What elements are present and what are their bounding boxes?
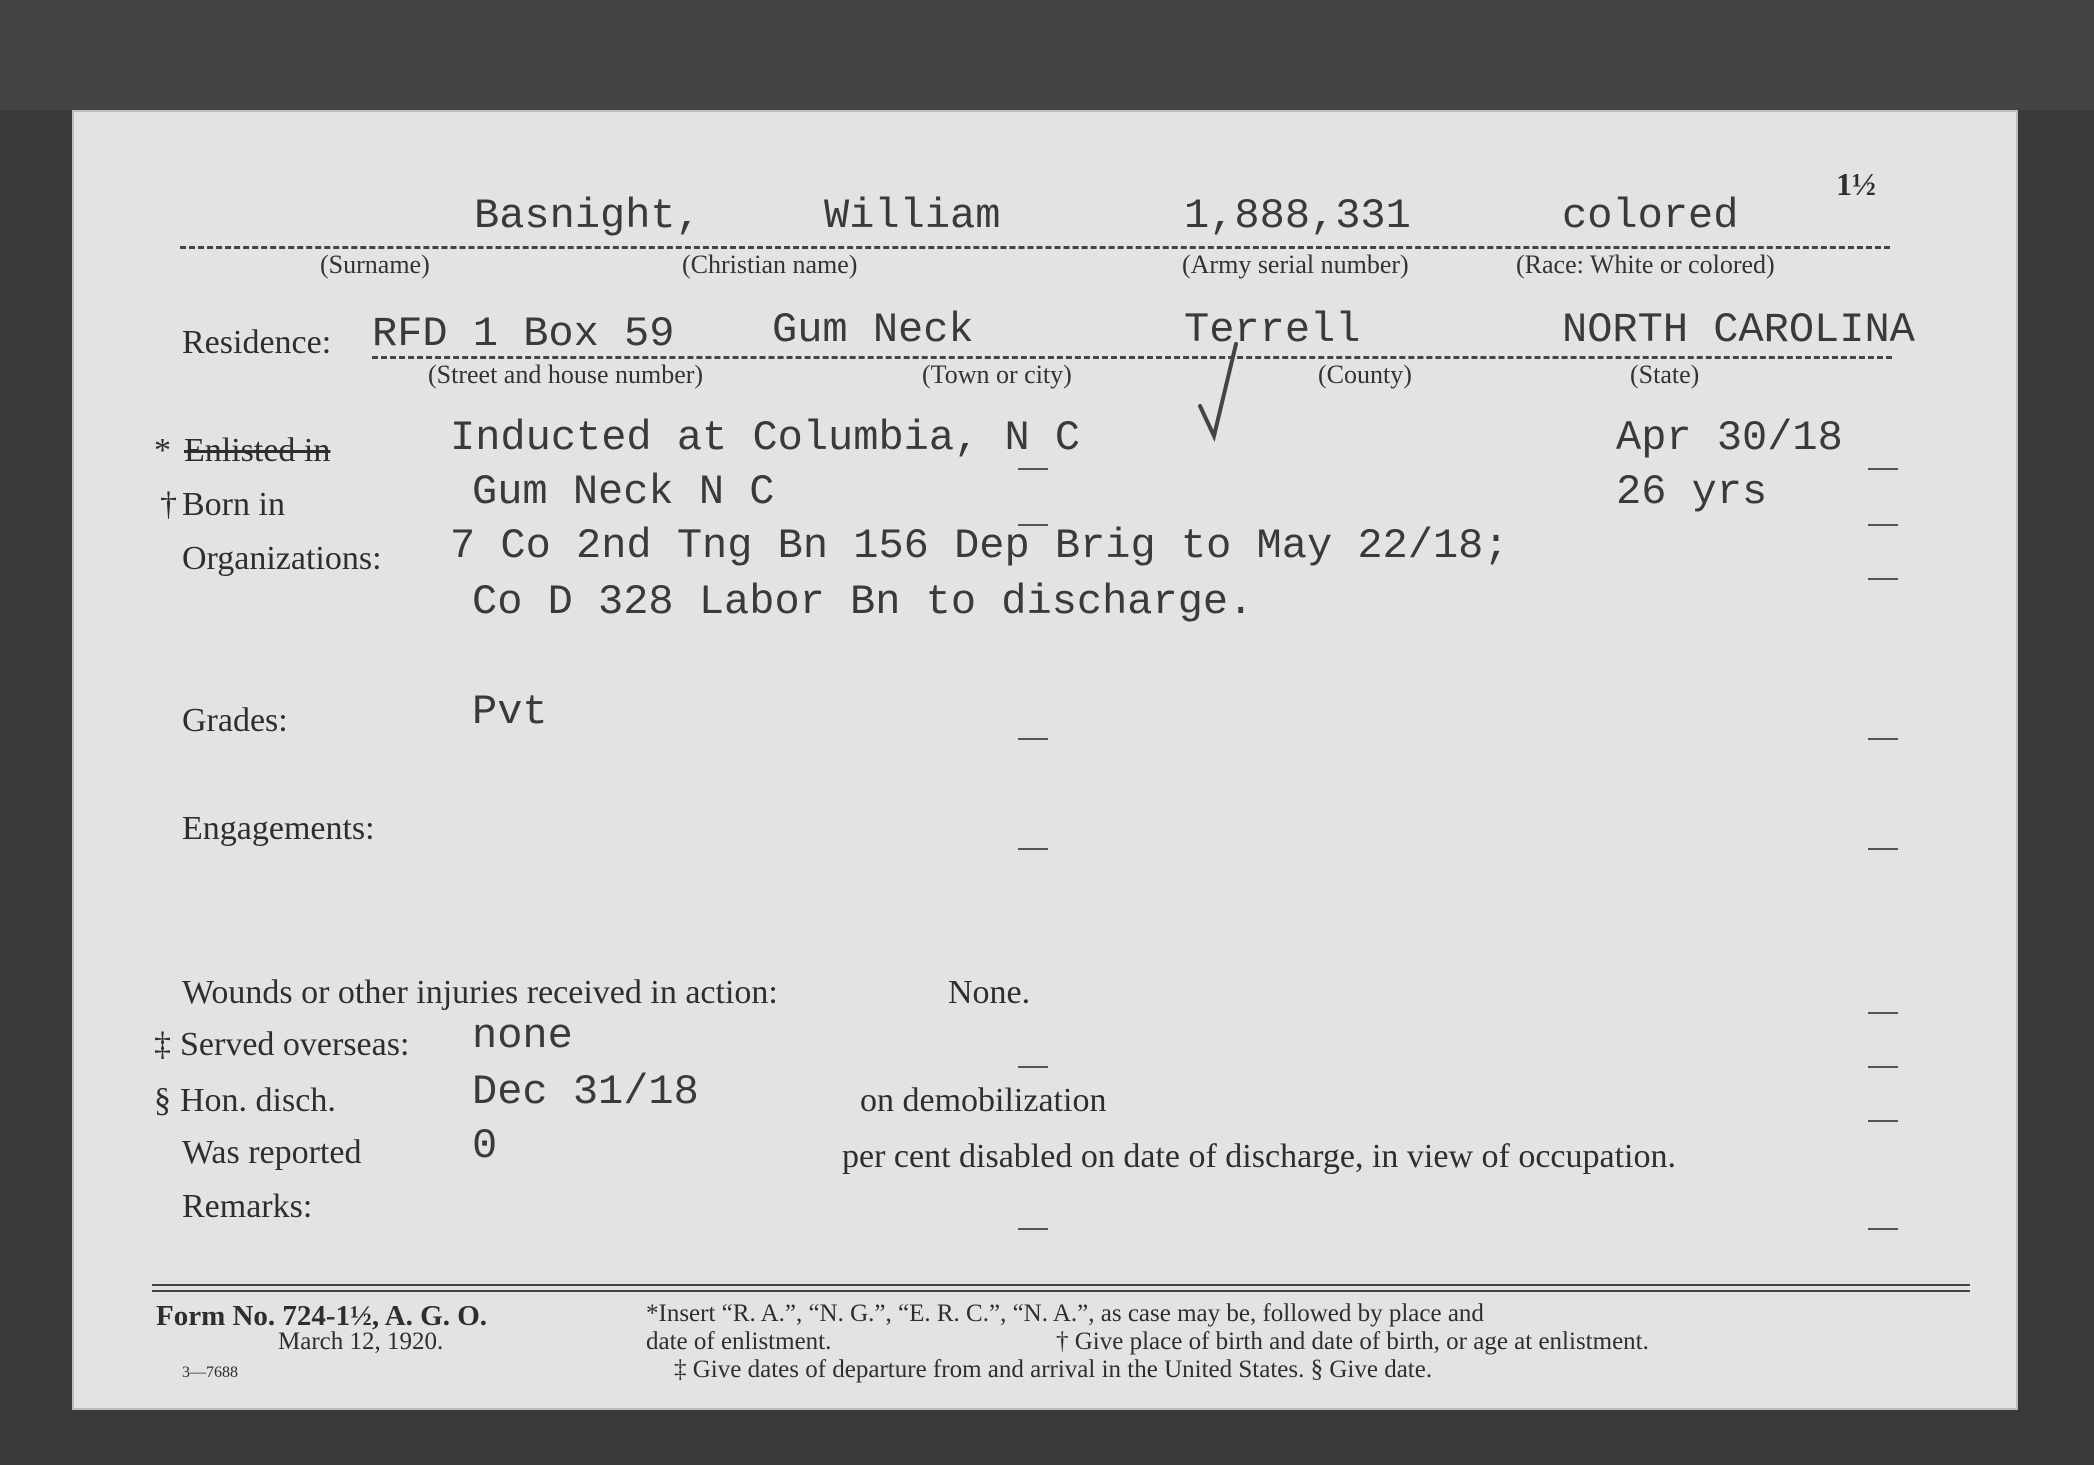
- residence-state: NORTH CAROLINA: [1562, 306, 1915, 354]
- discharge-reason: on demobilization: [860, 1082, 1107, 1119]
- surname-value: Basnight,: [474, 192, 701, 240]
- margin-tick: [1868, 524, 1898, 526]
- overseas-marker: ‡: [154, 1026, 171, 1063]
- margin-tick: [1868, 1012, 1898, 1014]
- card-number: 1½: [1836, 166, 1876, 202]
- residence-line: [372, 356, 1892, 359]
- reported-suffix: per cent disabled on date of discharge, in view of occupation.: [842, 1138, 1676, 1175]
- town-caption: (Town or city): [922, 360, 1072, 389]
- margin-tick: [1868, 468, 1898, 470]
- service-record-card: [72, 110, 2018, 1410]
- county-caption: (County): [1318, 360, 1412, 389]
- footer-note-2b: † Give place of birth and date of birth, or age at enlistment.: [1056, 1328, 1649, 1355]
- wounds-value: None.: [948, 974, 1031, 1011]
- name-row-line: [180, 246, 1890, 249]
- footer-note-2a: date of enlistment.: [646, 1328, 832, 1355]
- grades-label: Grades:: [182, 702, 288, 739]
- born-age: 26 yrs: [1616, 468, 1768, 516]
- christian-name-value: William: [824, 192, 1001, 240]
- reported-label: Was reported: [182, 1134, 362, 1171]
- middle-tick: [1018, 848, 1048, 850]
- scan-background: [0, 0, 2094, 110]
- margin-tick: [1868, 1066, 1898, 1068]
- organizations-line2: Co D 328 Labor Bn to discharge.: [472, 578, 1254, 626]
- residence-label: Residence:: [182, 324, 332, 361]
- footer-divider: [152, 1290, 1970, 1292]
- overseas-value: none: [472, 1012, 573, 1060]
- margin-tick: [1868, 1228, 1898, 1230]
- residence-town: Gum Neck: [772, 306, 974, 354]
- check-mark-icon: [1192, 336, 1252, 446]
- christian-name-caption: (Christian name): [682, 250, 858, 279]
- street-caption: (Street and house number): [428, 360, 704, 389]
- organizations-line1: 7 Co 2nd Tng Bn 156 Dep Brig to May 22/18;: [450, 522, 1509, 570]
- discharge-date: Dec 31/18: [472, 1068, 699, 1116]
- discharge-marker: §: [154, 1082, 171, 1119]
- born-value: Gum Neck N C: [472, 468, 775, 516]
- serial-number-value: 1,888,331: [1184, 192, 1411, 240]
- footer-note-1: *Insert “R. A.”, “N. G.”, “E. R. C.”, “N. A.”, as case may be, followed by place and: [646, 1300, 1484, 1327]
- margin-tick: [1868, 1120, 1898, 1122]
- residence-street: RFD 1 Box 59: [372, 310, 675, 358]
- middle-tick: [1018, 738, 1048, 740]
- residence-county: Terrell: [1184, 306, 1361, 354]
- wounds-label: Wounds or other injuries received in action:: [182, 974, 778, 1011]
- enlisted-value: Inducted at Columbia, N C: [450, 414, 1081, 462]
- margin-tick: [1868, 578, 1898, 580]
- reported-value: 0: [472, 1122, 498, 1170]
- surname-caption: (Surname): [320, 250, 430, 279]
- enlisted-label: Enlisted in: [184, 432, 331, 469]
- born-marker: †: [160, 486, 177, 523]
- discharge-label: Hon. disch.: [180, 1082, 336, 1119]
- overseas-label: Served overseas:: [180, 1026, 410, 1063]
- serial-number-caption: (Army serial number): [1182, 250, 1409, 279]
- middle-tick: [1018, 1228, 1048, 1230]
- form-number: Form No. 724-1½, A. G. O.: [156, 1300, 488, 1332]
- born-label: Born in: [182, 486, 285, 523]
- margin-tick: [1868, 738, 1898, 740]
- race-caption: (Race: White or colored): [1516, 250, 1775, 279]
- margin-tick: [1868, 848, 1898, 850]
- footer-divider: [152, 1284, 1970, 1286]
- engagements-label: Engagements:: [182, 810, 375, 847]
- print-code: 3—7688: [182, 1364, 238, 1381]
- middle-tick: [1018, 1066, 1048, 1068]
- form-date: March 12, 1920.: [278, 1328, 444, 1355]
- enlisted-marker: *: [154, 432, 171, 469]
- enlisted-date: Apr 30/18: [1616, 414, 1843, 462]
- race-value: colored: [1562, 192, 1739, 240]
- footer-note-3: ‡ Give dates of departure from and arrival in the United States. § Give date.: [674, 1356, 1433, 1383]
- organizations-label: Organizations:: [182, 540, 382, 577]
- grades-value: Pvt: [472, 688, 548, 736]
- middle-tick: [1018, 468, 1048, 470]
- state-caption: (State): [1630, 360, 1700, 389]
- remarks-label: Remarks:: [182, 1188, 313, 1225]
- middle-tick: [1018, 524, 1048, 526]
